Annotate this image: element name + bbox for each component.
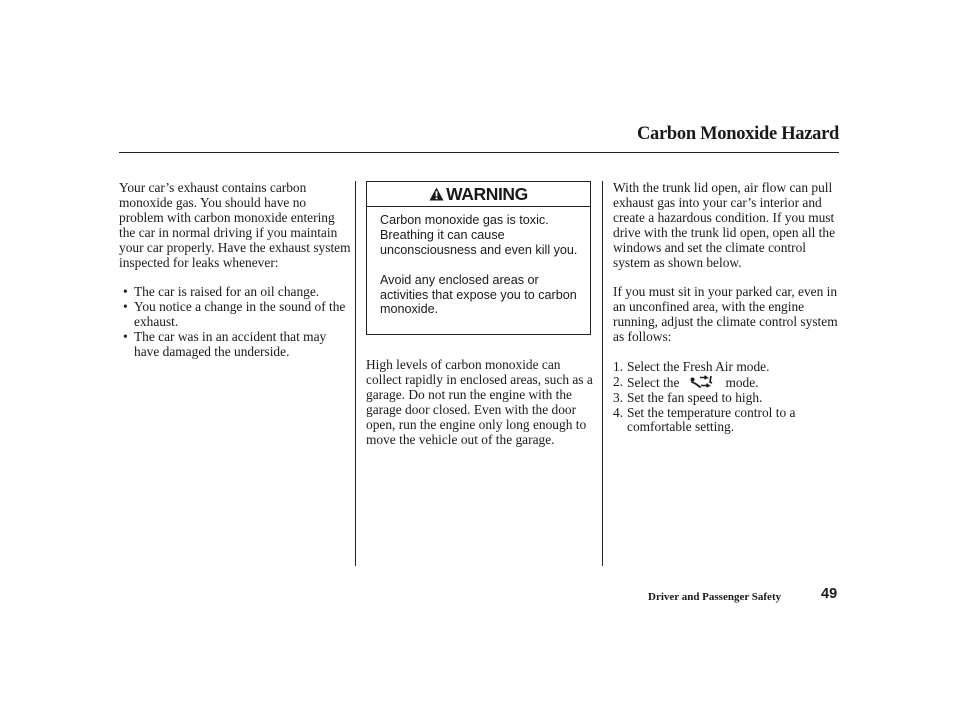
list-item — [613, 360, 841, 375]
step-text: Select the — [627, 374, 680, 390]
warning-paragraph: Carbon monoxide gas is toxic. Breathing it can cause unconsciousness and even kill you. — [380, 213, 578, 257]
bullet-icon: • — [123, 299, 128, 315]
warning-triangle-icon — [429, 187, 444, 201]
garage-paragraph: High levels of carbon monoxide can collect rapidly in enclosed areas, such as a garage. Do not run the engine with the garage door closed. Even with the door open, run the engine only long enough to move the vehicle out of the garage. — [366, 357, 593, 447]
column-divider — [355, 181, 356, 566]
intro-paragraph: Your car’s exhaust contains carbon monoxide gas. You should have no problem with carbon monoxide entering the car in normal driving if you maintain your car properly. Have the exhaust system inspected for leaks whenever: — [119, 180, 351, 270]
list-item-text: The car was in an accident that may have damaged the underside. — [134, 329, 327, 359]
list-item — [119, 330, 351, 360]
step-text: Set the fan speed to high. — [627, 389, 763, 405]
step-number: 3. — [613, 389, 624, 405]
warning-paragraph: Avoid any enclosed areas or activities that expose you to carbon monoxide. — [380, 272, 577, 317]
title-rule — [119, 152, 839, 153]
warning-body — [367, 207, 590, 317]
page-title: Carbon Monoxide Hazard — [636, 124, 839, 144]
warning-header — [367, 182, 590, 207]
warning-box — [366, 181, 591, 335]
trunk-paragraph: With the trunk lid open, air flow can pull exhaust gas into your car’s interior and create a hazardous condition. If you must drive with the trunk lid open, open all the windows and set the climate control system as shown below. — [613, 180, 836, 270]
bullet-icon: • — [123, 329, 128, 345]
airflow-mode-icon — [689, 375, 717, 389]
list-item — [119, 285, 351, 300]
list-item — [613, 391, 841, 406]
page-number: 49 — [821, 586, 838, 602]
step-number: 2. — [613, 373, 624, 389]
step-text: Set the temperature control to a comfortable setting. — [627, 404, 796, 435]
list-item — [613, 406, 841, 436]
parked-paragraph: If you must sit in your parked car, even in an unconfined area, with the engine running, adjust the climate control system as follows: — [613, 284, 838, 345]
climate-steps-list — [613, 360, 841, 436]
column-divider — [602, 181, 603, 566]
step-text: mode. — [725, 374, 759, 390]
inspection-bullet-list — [119, 285, 351, 360]
column-1 — [119, 181, 351, 360]
bullet-icon: • — [123, 284, 128, 300]
list-item — [613, 375, 841, 391]
list-item — [119, 300, 351, 330]
footer-section-title: Driver and Passenger Safety — [648, 591, 782, 603]
step-text: Select the Fresh Air mode. — [627, 358, 770, 374]
column-2 — [366, 358, 598, 462]
warning-heading: WARNING — [446, 183, 528, 204]
column-3 — [613, 181, 841, 435]
step-number: 4. — [613, 404, 624, 420]
step-number: 1. — [613, 358, 624, 374]
list-item-text: You notice a change in the sound of the exhaust. — [134, 299, 346, 330]
list-item-text: The car is raised for an oil change. — [134, 284, 320, 300]
